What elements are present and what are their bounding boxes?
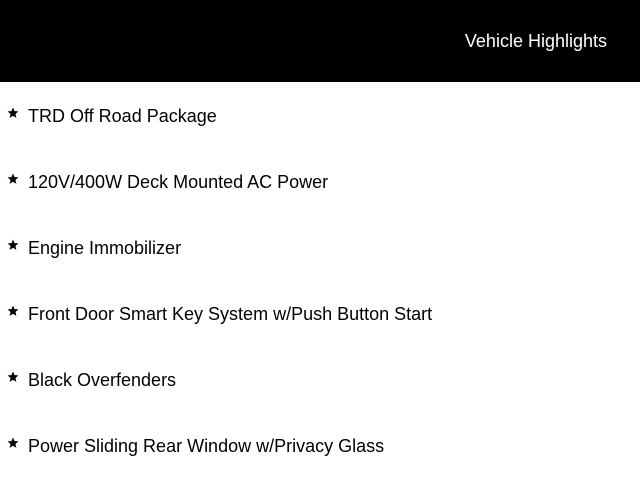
page-title: Vehicle Highlights (464, 31, 607, 51)
list-item-label: Power Sliding Rear Window w/Privacy Glass (28, 436, 385, 456)
list-item (0, 369, 640, 393)
list-item (0, 105, 640, 129)
list-item (0, 303, 640, 327)
list-item (0, 435, 640, 459)
list-item-label: 120V/400W Deck Mounted AC Power (28, 172, 329, 192)
list-item-label: Black Overfenders (28, 370, 177, 390)
star-icon (6, 370, 20, 384)
list-item (0, 171, 640, 195)
star-icon (6, 238, 20, 252)
star-icon (6, 106, 20, 120)
star-icon (6, 172, 20, 186)
list-item (0, 237, 640, 261)
list-item-label: Engine Immobilizer (28, 238, 182, 258)
star-icon (6, 436, 20, 450)
star-icon (6, 304, 20, 318)
header-bar (0, 0, 640, 82)
list-item-label: TRD Off Road Package (28, 106, 217, 126)
list-item-label: Front Door Smart Key System w/Push Button Start (28, 304, 433, 324)
